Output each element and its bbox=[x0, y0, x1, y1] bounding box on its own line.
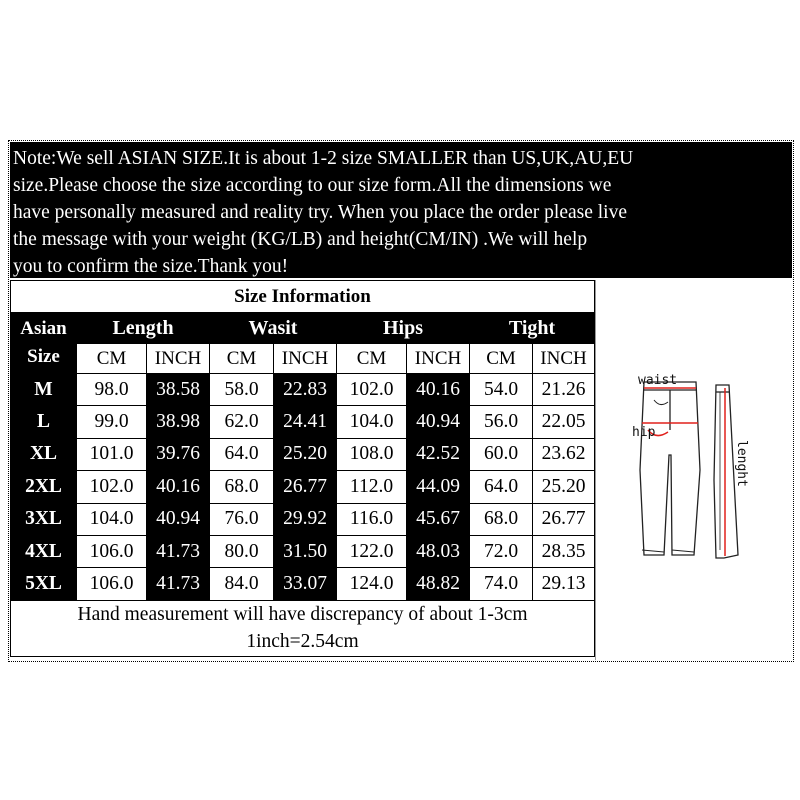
unit-header: INCH bbox=[407, 344, 470, 374]
value-cell: 42.52 bbox=[407, 438, 470, 470]
value-cell: 98.0 bbox=[77, 374, 147, 406]
table-row bbox=[11, 471, 595, 503]
size-cell: 2XL bbox=[11, 471, 77, 503]
value-cell: 40.94 bbox=[147, 503, 210, 535]
group-header-tight: Tight bbox=[470, 313, 595, 344]
value-cell: 40.94 bbox=[407, 406, 470, 438]
value-cell: 60.0 bbox=[470, 438, 533, 470]
value-cell: 26.77 bbox=[533, 503, 595, 535]
value-cell: 64.0 bbox=[470, 471, 533, 503]
table-row bbox=[11, 438, 595, 470]
value-cell: 102.0 bbox=[337, 374, 407, 406]
value-cell: 72.0 bbox=[470, 535, 533, 567]
value-cell: 25.20 bbox=[274, 438, 337, 470]
value-cell: 45.67 bbox=[407, 503, 470, 535]
value-cell: 22.83 bbox=[274, 374, 337, 406]
value-cell: 39.76 bbox=[147, 438, 210, 470]
value-cell: 106.0 bbox=[77, 535, 147, 567]
value-cell: 124.0 bbox=[337, 568, 407, 600]
asian-label: Asian bbox=[20, 318, 67, 339]
pants-measurement-figure bbox=[595, 280, 793, 660]
value-cell: 104.0 bbox=[77, 503, 147, 535]
value-cell: 84.0 bbox=[210, 568, 274, 600]
footer-note: Hand measurement will have discrepancy of about 1-3cm bbox=[77, 604, 528, 626]
value-cell: 76.0 bbox=[210, 503, 274, 535]
hip-label: hip bbox=[632, 425, 656, 440]
size-label: Size bbox=[27, 346, 60, 367]
note-line: size.Please choose the size according to our size form.All the dimensions we bbox=[13, 175, 612, 196]
group-header-hips: Hips bbox=[337, 313, 470, 344]
table-row bbox=[11, 568, 595, 600]
value-cell: 102.0 bbox=[77, 471, 147, 503]
unit-header: INCH bbox=[147, 344, 210, 374]
value-cell: 33.07 bbox=[274, 568, 337, 600]
waist-label: waist bbox=[638, 373, 678, 388]
table-row bbox=[11, 406, 595, 438]
unit-header: CM bbox=[337, 344, 407, 374]
size-cell: L bbox=[11, 406, 77, 438]
note-line: have personally measured and reality try. When you place the order please live bbox=[13, 202, 628, 223]
unit-header: CM bbox=[470, 344, 533, 374]
value-cell: 112.0 bbox=[337, 471, 407, 503]
value-cell: 29.92 bbox=[274, 503, 337, 535]
value-cell: 116.0 bbox=[337, 503, 407, 535]
value-cell: 68.0 bbox=[210, 471, 274, 503]
asian-size-header bbox=[11, 313, 77, 374]
table-row bbox=[11, 535, 595, 567]
value-cell: 44.09 bbox=[407, 471, 470, 503]
unit-header: INCH bbox=[274, 344, 337, 374]
value-cell: 99.0 bbox=[77, 406, 147, 438]
value-cell: 22.05 bbox=[533, 406, 595, 438]
size-table bbox=[10, 280, 595, 657]
group-header-length: Length bbox=[77, 313, 210, 344]
value-cell: 64.0 bbox=[210, 438, 274, 470]
value-cell: 28.35 bbox=[533, 535, 595, 567]
pants-diagram bbox=[596, 280, 793, 660]
measurement-lines bbox=[642, 388, 725, 556]
value-cell: 21.26 bbox=[533, 374, 595, 406]
table-row bbox=[11, 374, 595, 406]
size-cell: 5XL bbox=[11, 568, 77, 600]
value-cell: 38.58 bbox=[147, 374, 210, 406]
value-cell: 38.98 bbox=[147, 406, 210, 438]
value-cell: 26.77 bbox=[274, 471, 337, 503]
value-cell: 80.0 bbox=[210, 535, 274, 567]
value-cell: 23.62 bbox=[533, 438, 595, 470]
value-cell: 122.0 bbox=[337, 535, 407, 567]
note-line: Note:We sell ASIAN SIZE.It is about 1-2 size SMALLER than US,UK,AU,EU bbox=[13, 148, 634, 169]
size-cell: 3XL bbox=[11, 503, 77, 535]
value-cell: 48.03 bbox=[407, 535, 470, 567]
value-cell: 74.0 bbox=[470, 568, 533, 600]
size-cell: 4XL bbox=[11, 535, 77, 567]
value-cell: 40.16 bbox=[147, 471, 210, 503]
note-line: you to confirm the size.Thank you! bbox=[13, 256, 289, 277]
length-label: lenght bbox=[734, 440, 749, 487]
size-table-wrap bbox=[10, 280, 594, 660]
value-cell: 108.0 bbox=[337, 438, 407, 470]
size-note bbox=[10, 142, 792, 278]
value-cell: 41.73 bbox=[147, 535, 210, 567]
unit-header: INCH bbox=[533, 344, 595, 374]
footer-conversion: 1inch=2.54cm bbox=[246, 631, 359, 653]
unit-header: CM bbox=[210, 344, 274, 374]
size-cell: XL bbox=[11, 438, 77, 470]
table-footer bbox=[11, 600, 595, 656]
value-cell: 25.20 bbox=[533, 471, 595, 503]
value-cell: 24.41 bbox=[274, 406, 337, 438]
table-title: Size Information bbox=[11, 281, 595, 313]
value-cell: 29.13 bbox=[533, 568, 595, 600]
value-cell: 101.0 bbox=[77, 438, 147, 470]
value-cell: 58.0 bbox=[210, 374, 274, 406]
value-cell: 68.0 bbox=[470, 503, 533, 535]
value-cell: 41.73 bbox=[147, 568, 210, 600]
value-cell: 31.50 bbox=[274, 535, 337, 567]
size-cell: M bbox=[11, 374, 77, 406]
value-cell: 56.0 bbox=[470, 406, 533, 438]
value-cell: 104.0 bbox=[337, 406, 407, 438]
value-cell: 40.16 bbox=[407, 374, 470, 406]
value-cell: 106.0 bbox=[77, 568, 147, 600]
note-line: the message with your weight (KG/LB) and height(CM/IN) .We will help bbox=[13, 229, 588, 250]
unit-header: CM bbox=[77, 344, 147, 374]
value-cell: 48.82 bbox=[407, 568, 470, 600]
value-cell: 54.0 bbox=[470, 374, 533, 406]
group-header-waist: Wasit bbox=[210, 313, 337, 344]
pants-front-icon bbox=[640, 382, 700, 555]
table-row bbox=[11, 503, 595, 535]
value-cell: 62.0 bbox=[210, 406, 274, 438]
